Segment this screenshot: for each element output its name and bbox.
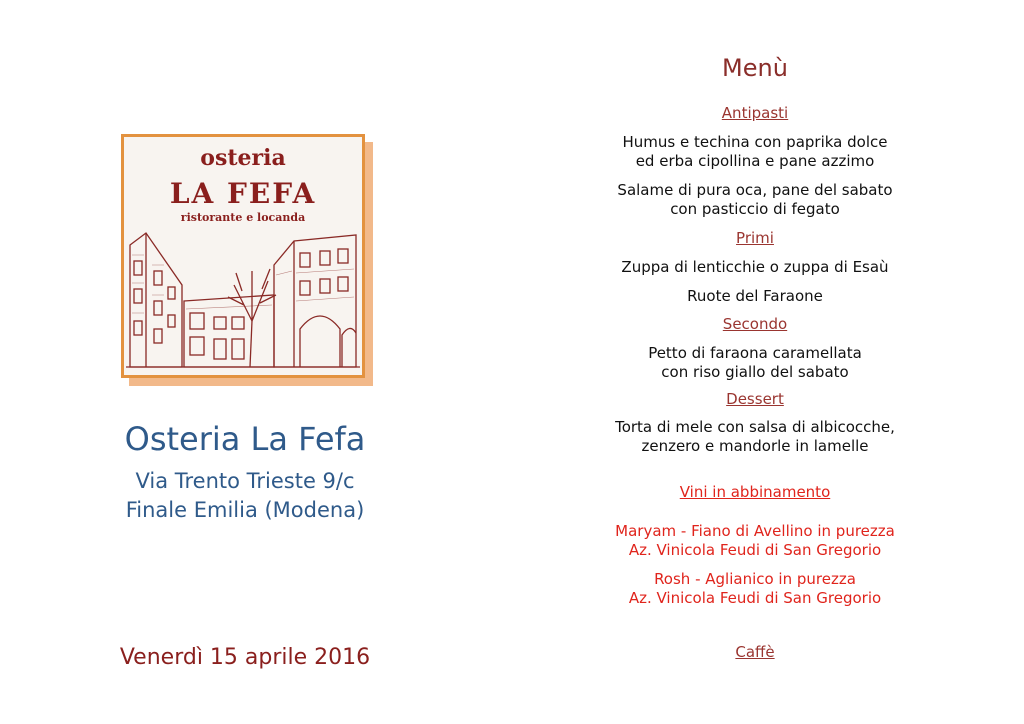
venue-address: Via Trento Trieste 9/c bbox=[135, 469, 355, 493]
section-caffe: Caffè bbox=[735, 643, 775, 661]
menu-item bbox=[500, 133, 1010, 171]
event-date: Venerdì 15 aprile 2016 bbox=[119, 645, 371, 670]
menu-title: Menù bbox=[722, 54, 788, 82]
restaurant-logo bbox=[121, 134, 375, 388]
wine-item-line: Maryam - Fiano di Avellino in purezza bbox=[615, 522, 895, 540]
menu-item-line: Zuppa di lenticchie o zuppa di Esaù bbox=[621, 258, 889, 276]
menu-item-line: Ruote del Faraone bbox=[687, 287, 823, 305]
wine-item bbox=[500, 522, 1010, 560]
menu-item-line: Humus e techina con paprika dolce bbox=[622, 133, 888, 151]
menu-item-line: con riso giallo del sabato bbox=[661, 363, 849, 381]
section-primi: Primi bbox=[736, 229, 774, 247]
menu-item bbox=[500, 287, 1010, 306]
wine-item-line: Az. Vinicola Feudi di San Gregorio bbox=[628, 589, 882, 607]
menu-item-line: Petto di faraona caramellata bbox=[648, 344, 862, 362]
venue-city: Finale Emilia (Modena) bbox=[125, 498, 365, 522]
menu-item-line: ed erba cipollina e pane azzimo bbox=[635, 152, 875, 170]
logo-subtitle: ristorante e locanda bbox=[180, 211, 306, 224]
menu-item bbox=[500, 258, 1010, 277]
wine-item bbox=[500, 570, 1010, 608]
logo-card bbox=[121, 134, 365, 378]
logo-title: osteria bbox=[200, 145, 286, 171]
section-dessert: Dessert bbox=[726, 390, 784, 408]
wine-item-line: Rosh - Aglianico in purezza bbox=[654, 570, 856, 588]
section-wines: Vini in abbinamento bbox=[679, 483, 831, 501]
venue-name: Osteria La Fefa bbox=[124, 420, 366, 458]
section-antipasti: Antipasti bbox=[721, 104, 789, 122]
section-secondo: Secondo bbox=[722, 315, 788, 333]
logo-name: LA FEFA bbox=[169, 177, 317, 210]
menu-item bbox=[500, 418, 1010, 456]
menu-item bbox=[500, 181, 1010, 219]
menu-item-line: Salame di pura oca, pane del sabato bbox=[617, 181, 893, 199]
menu-item bbox=[500, 344, 1010, 382]
menu-item-line: Torta di mele con salsa di albicocche, bbox=[615, 418, 895, 436]
menu-panel bbox=[500, 0, 1010, 724]
menu-item-line: con pasticcio di fegato bbox=[670, 200, 840, 218]
street-illustration bbox=[124, 225, 362, 375]
left-panel bbox=[0, 0, 490, 724]
wine-item-line: Az. Vinicola Feudi di San Gregorio bbox=[628, 541, 882, 559]
menu-item-line: zenzero e mandorle in lamelle bbox=[641, 437, 869, 455]
